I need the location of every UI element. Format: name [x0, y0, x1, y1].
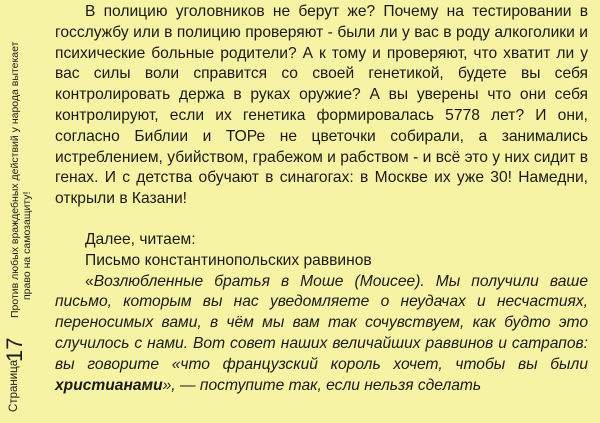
sidebar-slogan-line1: Против любых враждебных действий у народа вытекает [9, 41, 21, 318]
paragraph-gap [55, 210, 588, 230]
letter-quote [55, 272, 588, 397]
quote-text-part2: », — поступите так, если нельзя сделать [162, 376, 482, 394]
page-label: Страница [8, 359, 20, 412]
letter-title: Письмо константинопольских раввинов [85, 251, 372, 269]
paragraph-police: В полицию уголовников не берут же? Почему на тестировании в госслужбу или в полицию проверяют - были ли у вас в роду алкоголики и психические больные родители? А к тому и проверяют, что хватит ли у вас силы воли справится со своей генетикой, будете вы себя контролировать держа в руках оружие? А вы уверены что они себя контролируют, если их генетика формировалась 5778 лет? И они, согласно Библии и ТОРе не цветочки собирали, а занимались истреблением, убийством, грабежом и рабством - и всё это у них сидит в генах. И с детства обучают в синагогах: в Москве их уже 30! Намедни, открыли в Казани! [55, 3, 588, 208]
page-sidebar [0, 0, 44, 423]
sidebar-slogan-line2: право на самозащиту! [21, 191, 33, 300]
line-further-reading: Далее, читаем: [85, 230, 196, 248]
main-text [55, 2, 588, 396]
page-number: 17 [2, 337, 27, 362]
quote-bold-word: христианами [55, 376, 163, 394]
quote-text-part1: Возлюбленные братья в Моше (Моисее). Мы получили ваше письмо, которым вы нас уведомляете о неудачах и несчастиях, переносимых вами, в чём мы вам так сочувствуем, как будто это случилось с нами. Вот совет наших величайших раввинов и сатрапов: вы говорите «что французский король хочет, чтобы вы были [55, 272, 588, 373]
quote-open-mark: « [85, 272, 94, 290]
